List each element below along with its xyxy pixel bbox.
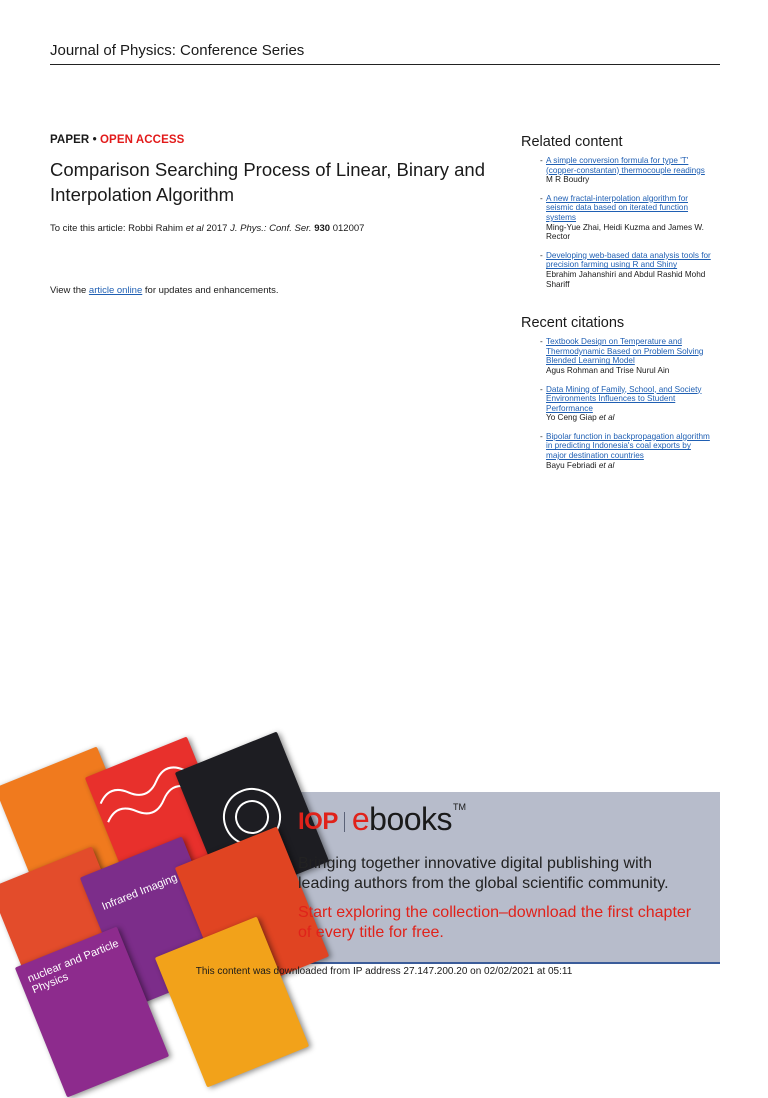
list-dash: -	[540, 250, 543, 260]
list-dash: -	[540, 384, 543, 394]
related-content-title: Related content	[521, 134, 623, 150]
open-access-badge: OPEN ACCESS	[100, 134, 185, 146]
list-dash: -	[540, 337, 543, 347]
ebooks-rest: books	[369, 801, 453, 837]
citation-author-name: Agus Rohman and Trise Nurul Ain	[546, 365, 670, 375]
related-author: Ebrahim Jahanshiri and Abdul Rashid Mohd Shariff	[546, 269, 706, 289]
sidebar	[521, 134, 721, 479]
view-prefix: View the	[50, 285, 87, 296]
related-item	[521, 251, 721, 289]
cite-journal: J. Phys.: Conf. Ser.	[230, 223, 312, 234]
paper-tag	[50, 134, 500, 146]
ebooks-wordmark	[351, 801, 453, 837]
paper-type: PAPER •	[50, 134, 97, 146]
iop-ebooks-logo	[298, 801, 467, 837]
cover-title-2: nuclear and Particle Physics	[25, 937, 121, 997]
citation-item	[521, 432, 721, 470]
view-suffix: for updates and enhancements.	[144, 285, 279, 296]
list-dash: -	[540, 193, 543, 203]
related-link[interactable]: A new fractal-interpolation algorithm for seismic data based on iterated function systems	[546, 193, 689, 222]
citation-author	[546, 461, 711, 471]
trademark-mark: TM	[453, 802, 467, 812]
citation-etal: et al	[598, 460, 615, 470]
citation-etal: et al	[598, 413, 615, 423]
view-online-line	[50, 285, 500, 296]
recent-citations-section	[521, 315, 721, 470]
recent-citations-list	[521, 337, 721, 470]
article-main	[50, 134, 500, 296]
citation-item	[521, 337, 721, 375]
citation-author	[546, 366, 711, 376]
article-online-link[interactable]: article online	[88, 285, 143, 296]
citation-author-name: Bayu Febriadi	[546, 460, 597, 470]
related-item	[521, 194, 721, 242]
book-covers-image	[25, 792, 287, 997]
article-title: Comparison Searching Process of Linear, Binary and Interpolation Algorithm	[50, 159, 485, 205]
cite-prefix: To cite this article: Robbi Rahim	[50, 223, 184, 234]
citation-author-name: Yo Ceng Giap	[546, 413, 597, 423]
cite-etal: et al	[185, 223, 204, 234]
banner-tagline: Bringing together innovative digital publishing with leading authors from the global scientific community.	[298, 855, 669, 892]
ebooks-e: e	[351, 801, 370, 837]
journal-name: Journal of Physics: Conference Series	[50, 42, 305, 59]
journal-header	[50, 42, 720, 65]
logo-divider	[344, 812, 345, 832]
cite-number: 012007	[332, 223, 365, 234]
citation-item	[521, 385, 721, 423]
cite-year: 2017	[206, 223, 228, 234]
related-link[interactable]: Developing web-based data analysis tools for precision farming using R and Shiny	[546, 250, 711, 270]
citation-line	[50, 223, 500, 234]
related-author: M R Boudry	[546, 175, 590, 185]
citation-link[interactable]: Data Mining of Family, School, and Society Environments Influences to Student Performance	[546, 384, 702, 413]
cite-volume: 930	[314, 223, 331, 234]
iop-logo: IOP	[298, 808, 338, 835]
related-content-list	[521, 156, 721, 289]
list-dash: -	[540, 431, 543, 441]
list-dash: -	[540, 156, 543, 165]
download-note: This content was downloaded from IP address 27.147.200.20 on 02/02/2021 at 05:11	[195, 966, 573, 977]
citation-link[interactable]: Bipolar function in backpropagation algorithm in predicting Indonesia's coal exports by major destination countries	[546, 431, 710, 461]
cover-title-1: Infrared Imaging	[100, 871, 180, 913]
related-link[interactable]: A simple conversion formula for type 'T' (copper-constantan) thermocouple readings	[546, 156, 705, 175]
banner-cta[interactable]: Start exploring the collection–download the first chapter of every title for free.	[298, 904, 692, 941]
recent-citations-title: Recent citations	[521, 315, 625, 332]
citation-link[interactable]: Textbook Design on Temperature and Thermodynamic Based on Problem Solving Blended Learning Model	[546, 337, 704, 366]
related-item	[521, 156, 721, 185]
citation-author	[546, 413, 711, 423]
related-author: Ming-Yue Zhai, Heidi Kuzma and James W. Rector	[546, 222, 704, 242]
